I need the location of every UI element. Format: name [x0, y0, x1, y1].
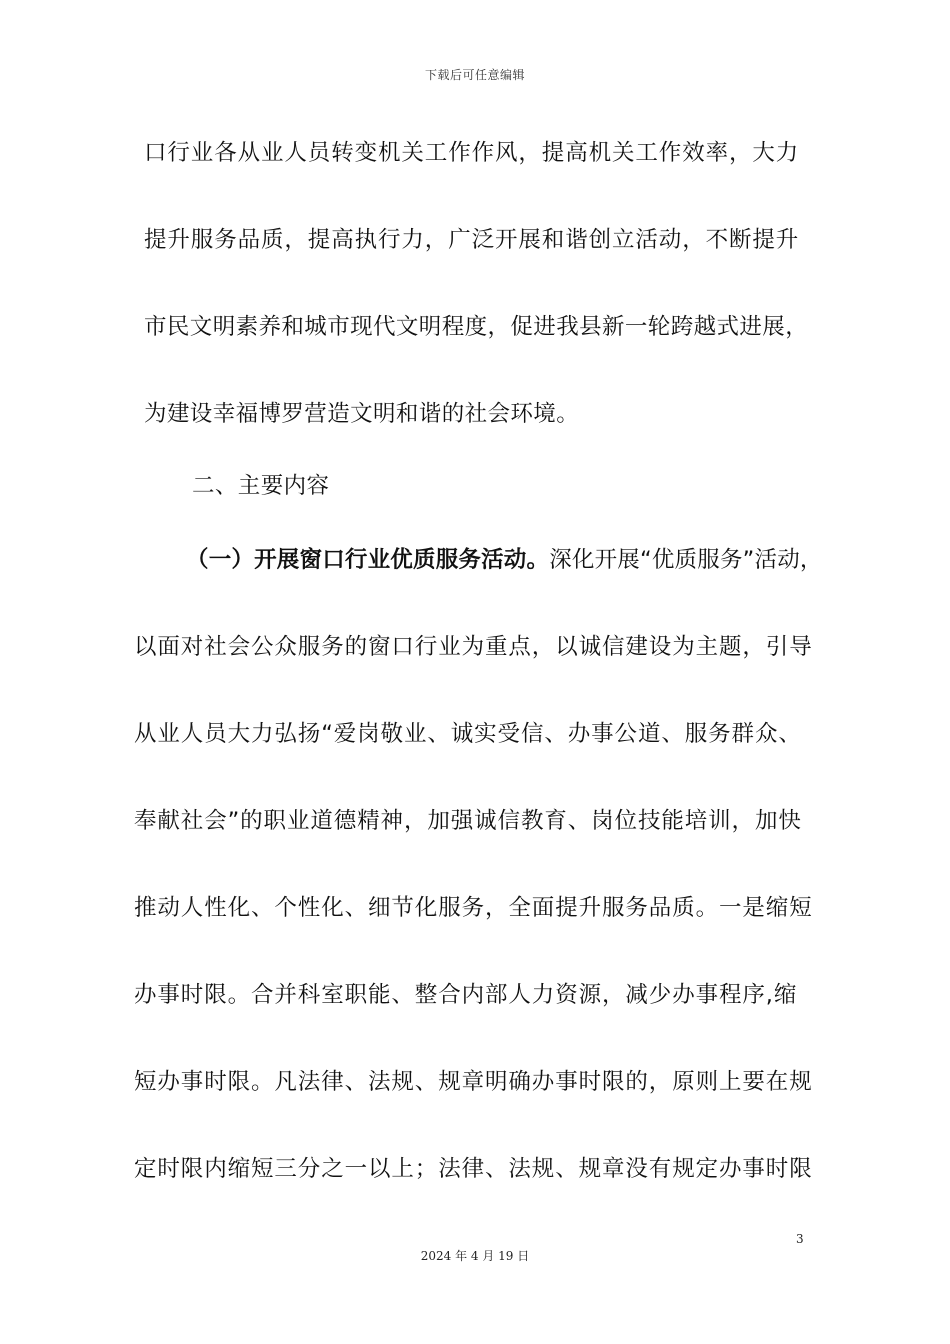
body-line: 口行业各从业人员转变机关工作作风，提高机关工作效率，大力	[144, 140, 800, 166]
body-line: 为建设幸福博罗营造文明和谐的社会环境。	[144, 401, 580, 427]
section-title: 二、主要内容	[192, 473, 330, 499]
body-line: 定时限内缩短三分之一以上；法律、法规、规章没有规定办事时限	[134, 1156, 813, 1182]
page-number: 3	[796, 1232, 804, 1246]
subsection-line	[186, 545, 823, 575]
subsection-heading: （一）开展窗口行业优质服务活动。	[186, 547, 550, 573]
body-line: 以面对社会公众服务的窗口行业为重点，以诚信建设为主题，引导	[134, 634, 813, 660]
page-header: 下载后可任意编辑	[424, 68, 525, 82]
footer-date: 2024 年 4 月 19 日	[420, 1249, 530, 1263]
body-line: 市民文明素养和城市现代文明程度，促进我县新一轮跨越式进展，	[144, 314, 809, 340]
body-line: 提升服务品质，提高执行力，广泛开展和谐创立活动，不断提升	[144, 227, 800, 253]
body-line: 推动人性化、个性化、细节化服务，全面提升服务品质。一是缩短	[134, 895, 813, 921]
body-line: 从业人员大力弘扬“爱岗敬业、诚实受信、办事公道、服务群众、	[134, 721, 802, 747]
body-line: 短办事时限。凡法律、法规、规章明确办事时限的，原则上要在规	[134, 1069, 813, 1095]
body-line: 奉献社会”的职业道德精神，加强诚信教育、岗位技能培训，加快	[134, 808, 802, 834]
body-line: 办事时限。合并科室职能、整合内部人力资源，减少办事程序,缩	[134, 982, 798, 1008]
subsection-text: 深化开展“优质服务”活动，	[549, 547, 823, 573]
